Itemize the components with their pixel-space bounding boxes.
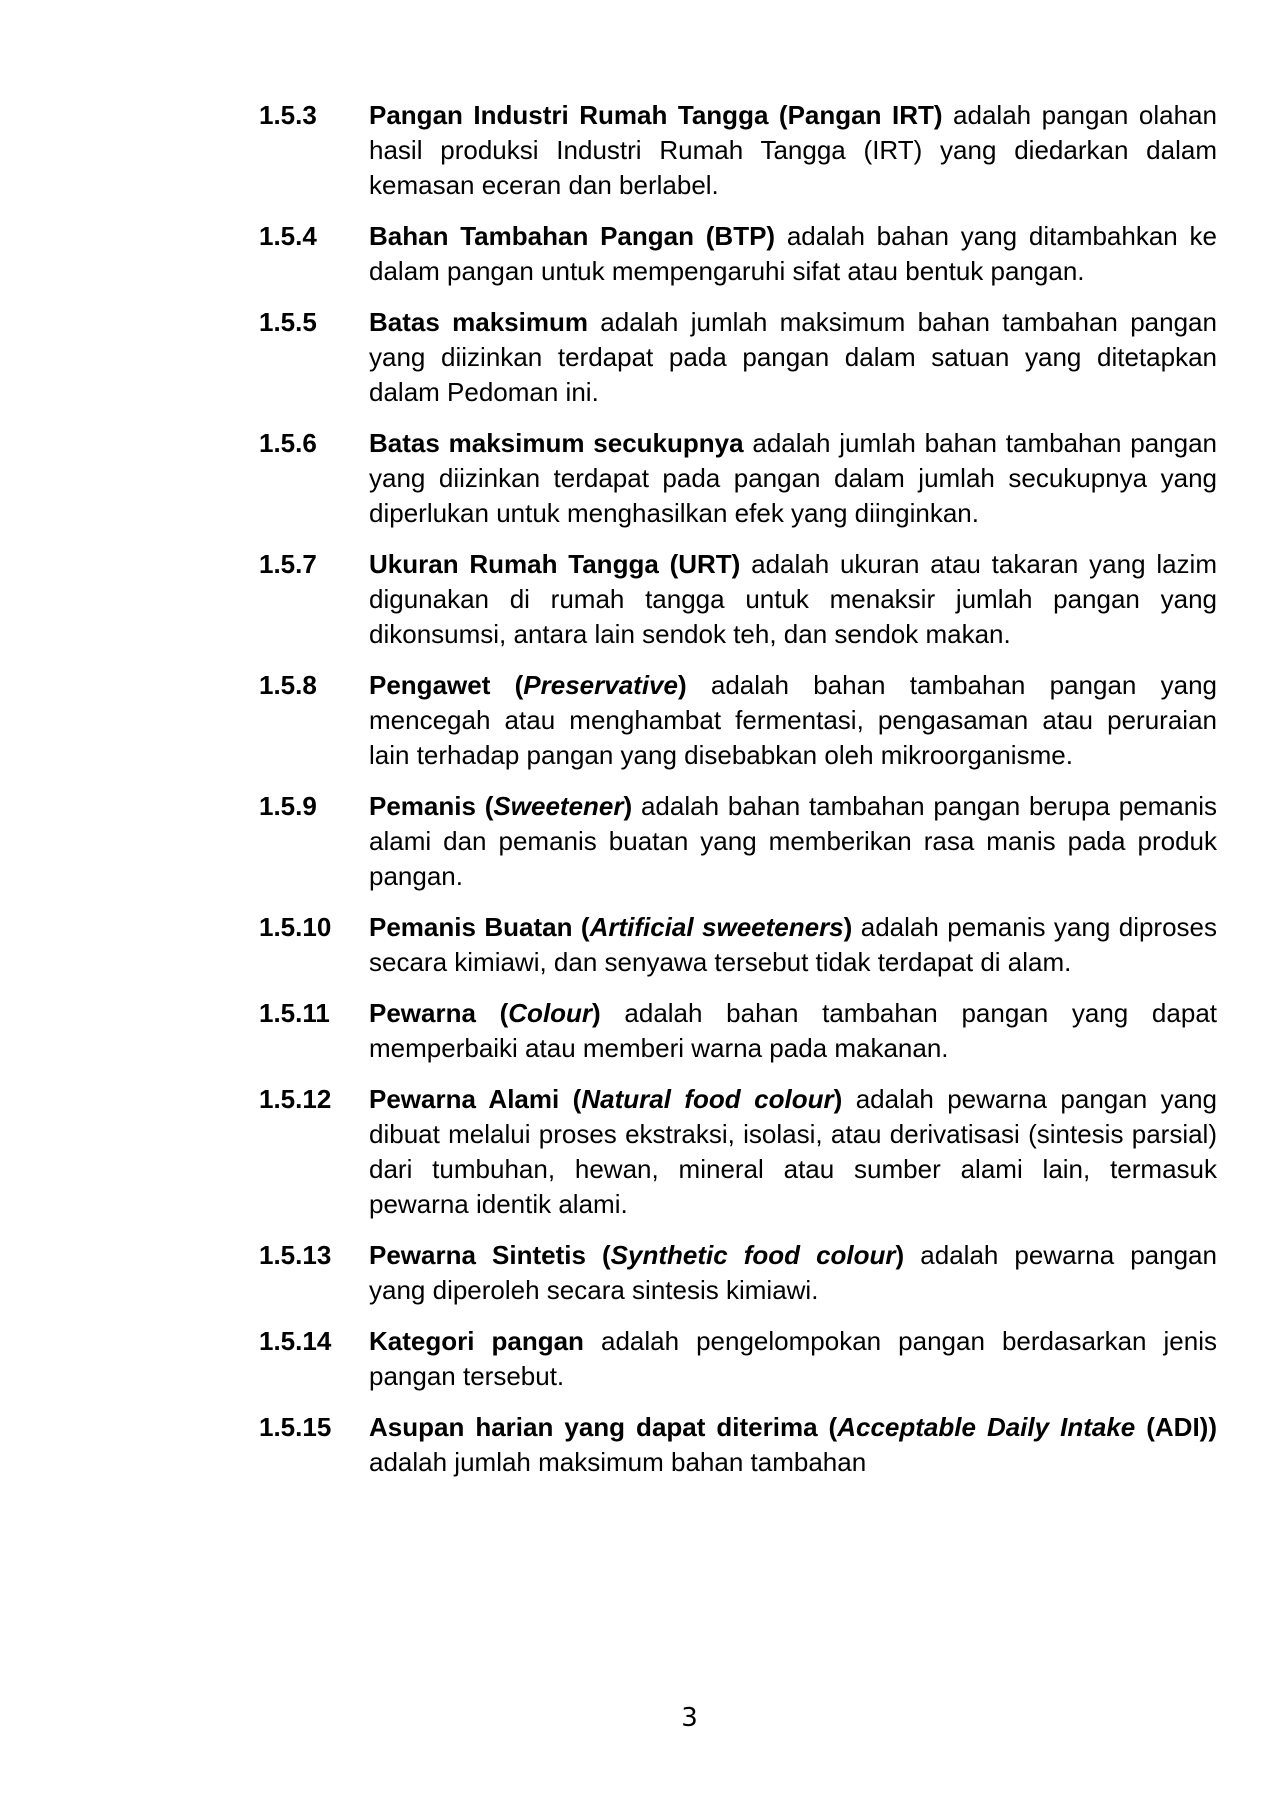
item-number: 1.5.10 xyxy=(259,912,332,942)
item-body xyxy=(369,996,1217,1066)
definition-item xyxy=(259,789,1217,894)
item-text: adalah bahan tambahan pangan yang mencegah atau menghambat fermentasi, pengasaman atau peruraian lain terhadap pangan yang disebabkan oleh mikroorganisme. xyxy=(369,670,1218,770)
item-term-post: ) xyxy=(592,998,601,1028)
item-body xyxy=(369,426,1217,531)
item-text: adalah pewarna pangan yang dibuat melalui proses ekstraksi, isolasi, atau derivatisasi (sintesis parsial) dari tumbuhan, hewan, mineral atau sumber alami lain, termasuk pewarna identik alami. xyxy=(369,1084,1217,1219)
item-body xyxy=(369,1410,1217,1480)
item-text: adalah jumlah bahan tambahan pangan yang diizinkan terdapat pada pangan dalam jumlah secukupnya yang diperlukan untuk menghasilkan efek yang diinginkan. xyxy=(369,428,1217,528)
item-text: adalah ukuran atau takaran yang lazim digunakan di rumah tangga untuk menaksir jumlah pangan yang dikonsumsi, antara lain sendok teh, dan sendok makan. xyxy=(369,549,1217,649)
item-number: 1.5.15 xyxy=(259,1412,332,1442)
item-term-pre: Pemanis ( xyxy=(369,791,494,821)
item-term-pre: Pewarna Alami ( xyxy=(369,1084,582,1114)
definition-item xyxy=(259,910,1217,980)
item-body xyxy=(369,668,1217,773)
item-term-post: ) xyxy=(843,912,853,942)
item-term: Bahan Tambahan Pangan (BTP) xyxy=(369,221,776,251)
definition-item xyxy=(259,1324,1217,1394)
definition-item xyxy=(259,668,1217,773)
definition-item xyxy=(259,1410,1217,1480)
item-term-post: ) xyxy=(833,1084,843,1114)
item-term-pre: Pengawet ( xyxy=(369,670,524,700)
item-body xyxy=(369,910,1217,980)
item-term-pre: Pewarna ( xyxy=(369,998,509,1028)
item-number: 1.5.8 xyxy=(259,670,317,700)
item-term xyxy=(369,912,852,942)
document-page xyxy=(259,98,1217,1496)
item-body xyxy=(369,98,1217,203)
definition-item xyxy=(259,426,1217,531)
item-number: 1.5.11 xyxy=(259,998,330,1028)
definition-item xyxy=(259,305,1217,410)
item-number: 1.5.5 xyxy=(259,307,317,337)
item-text: adalah jumlah maksimum bahan tambahan pangan yang diizinkan terdapat pada pangan dalam satuan yang ditetapkan dalam Pedoman ini. xyxy=(369,307,1217,407)
item-number: 1.5.4 xyxy=(259,221,317,251)
page-number: 3 xyxy=(681,1703,698,1733)
item-text: adalah bahan yang ditambahkan ke dalam pangan untuk mempengaruhi sifat atau bentuk pangan. xyxy=(369,221,1217,286)
item-term xyxy=(369,791,632,821)
definition-item xyxy=(259,1238,1217,1308)
item-number: 1.5.7 xyxy=(259,549,317,579)
definition-item xyxy=(259,219,1217,289)
item-body xyxy=(369,789,1217,894)
definition-item xyxy=(259,1082,1217,1222)
item-term-italic: Sweetener xyxy=(493,791,624,821)
item-term-post: ) xyxy=(677,670,687,700)
item-term: Ukuran Rumah Tangga (URT) xyxy=(369,549,741,579)
item-term xyxy=(369,1240,904,1270)
item-term-post: ) xyxy=(895,1240,905,1270)
item-term xyxy=(369,1084,842,1114)
item-body xyxy=(369,219,1217,289)
item-term-italic: Preservative xyxy=(523,670,678,700)
item-body xyxy=(369,1082,1217,1222)
item-term-italic: Acceptable Daily Intake xyxy=(837,1412,1136,1442)
definition-item xyxy=(259,98,1217,203)
item-term: Pangan Industri Rumah Tangga (Pangan IRT) xyxy=(369,100,943,130)
item-text: adalah bahan tambahan pangan yang dapat memperbaiki atau memberi warna pada makanan. xyxy=(369,998,1217,1063)
item-term-post: (ADI)) xyxy=(1135,1412,1217,1442)
item-term: Batas maksimum xyxy=(369,307,588,337)
item-number: 1.5.9 xyxy=(259,791,317,821)
item-body xyxy=(369,547,1217,652)
item-body xyxy=(369,305,1217,410)
item-term-italic: Natural food colour xyxy=(581,1084,834,1114)
item-term-italic: Synthetic food colour xyxy=(610,1240,896,1270)
item-number: 1.5.13 xyxy=(259,1240,332,1270)
definition-item xyxy=(259,547,1217,652)
item-text: adalah pemanis yang diproses secara kimiawi, dan senyawa tersebut tidak terdapat di alam. xyxy=(369,912,1218,977)
item-term xyxy=(369,1412,1217,1442)
item-term-pre: Pemanis Buatan ( xyxy=(369,912,590,942)
item-number: 1.5.6 xyxy=(259,428,317,458)
item-term-pre: Pewarna Sintetis ( xyxy=(369,1240,611,1270)
item-term-post: ) xyxy=(623,791,633,821)
item-term-pre: Asupan harian yang dapat diterima ( xyxy=(369,1412,838,1442)
item-term: Batas maksimum secukupnya xyxy=(369,428,744,458)
item-body xyxy=(369,1238,1217,1308)
item-text: adalah pangan olahan hasil produksi Industri Rumah Tangga (IRT) yang diedarkan dalam kemasan eceran dan berlabel. xyxy=(369,100,1217,200)
item-term xyxy=(369,670,687,700)
item-text: adalah pengelompokan pangan berdasarkan jenis pangan tersebut. xyxy=(369,1326,1217,1391)
item-number: 1.5.3 xyxy=(259,100,317,130)
item-text: adalah jumlah maksimum bahan tambahan xyxy=(369,1447,867,1477)
item-term-italic: Artificial sweeteners xyxy=(589,912,844,942)
definition-item xyxy=(259,996,1217,1066)
item-text: adalah pewarna pangan yang diperoleh secara sintesis kimiawi. xyxy=(369,1240,1217,1305)
item-term-italic: Colour xyxy=(508,998,593,1028)
item-number: 1.5.14 xyxy=(259,1326,332,1356)
item-term xyxy=(369,998,601,1028)
item-body xyxy=(369,1324,1217,1394)
item-term: Kategori pangan xyxy=(369,1326,584,1356)
item-text: adalah bahan tambahan pangan berupa pemanis alami dan pemanis buatan yang memberikan rasa manis pada produk pangan. xyxy=(369,791,1218,891)
item-number: 1.5.12 xyxy=(259,1084,332,1114)
